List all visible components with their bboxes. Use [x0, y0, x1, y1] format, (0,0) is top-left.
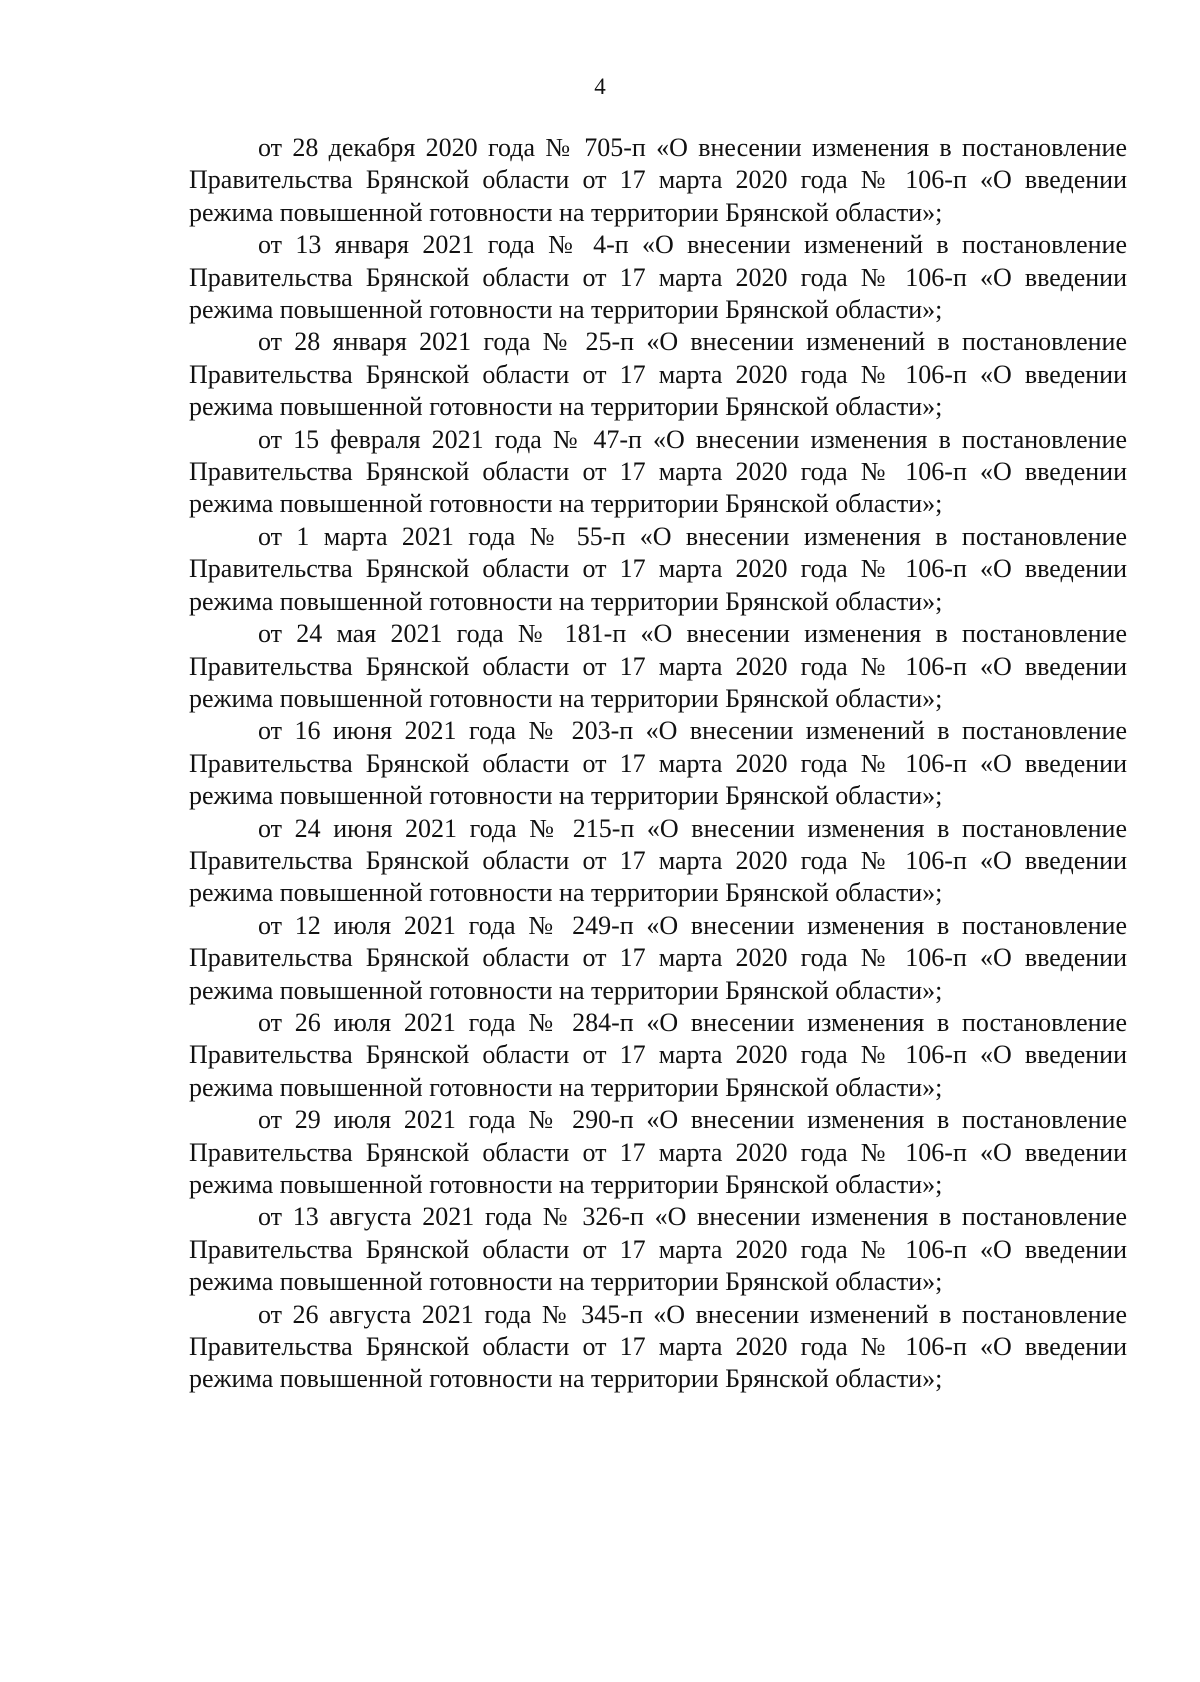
- amendment-item: от 26 августа 2021 года № 345-п «О внесении изменений в постановление Правительства Брянской области от 17 марта 2020 года № 106-п «О введении режима повышенной готовности на территории Брянской области»;: [189, 1299, 1127, 1394]
- amendment-item: от 13 августа 2021 года № 326-п «О внесении изменения в постановление Правительства Брянской области от 17 марта 2020 года № 106-п «О введении режима повышенной готовности на территории Брянской области»;: [189, 1202, 1127, 1297]
- amendment-item: от 24 июня 2021 года № 215-п «О внесении изменения в постановление Правительства Брянской области от 17 марта 2020 года № 106-п «О введении режима повышенной готовности на территории Брянской области»;: [189, 813, 1127, 908]
- amendment-item: от 26 июля 2021 года № 284-п «О внесении изменения в постановление Правительства Брянской области от 17 марта 2020 года № 106-п «О введении режима повышенной готовности на территории Брянской области»;: [189, 1007, 1127, 1102]
- amendment-item: от 15 февраля 2021 года № 47-п «О внесении изменения в постановление Правительства Брянской области от 17 марта 2020 года № 106-п «О введении режима повышенной готовности на территории Брянской области»;: [189, 424, 1127, 519]
- amendment-item: от 13 января 2021 года № 4-п «О внесении изменений в постановление Правительства Брянской области от 17 марта 2020 года № 106-п «О введении режима повышенной готовности на территории Брянской области»;: [189, 230, 1127, 325]
- amendment-item: от 28 декабря 2020 года № 705-п «О внесении изменения в постановление Правительства Брянской области от 17 марта 2020 года № 106-п «О введении режима повышенной готовности на территории Брянской области»;: [189, 133, 1127, 227]
- amendment-item: от 16 июня 2021 года № 203-п «О внесении изменений в постановление Правительства Брянской области от 17 марта 2020 года № 106-п «О введении режима повышенной готовности на территории Брянской области»;: [189, 716, 1127, 811]
- amendment-item: от 1 марта 2021 года № 55-п «О внесении изменения в постановление Правительства Брянской области от 17 марта 2020 года № 106-п «О введении режима повышенной готовности на территории Брянской области»;: [189, 521, 1127, 616]
- document-body: [189, 132, 1127, 1396]
- amendment-item: от 29 июля 2021 года № 290-п «О внесении изменения в постановление Правительства Брянской области от 17 марта 2020 года № 106-п «О введении режима повышенной готовности на территории Брянской области»;: [189, 1105, 1127, 1199]
- amendment-item: от 12 июля 2021 года № 249-п «О внесении изменения в постановление Правительства Брянской области от 17 марта 2020 года № 106-п «О введении режима повышенной готовности на территории Брянской области»;: [189, 910, 1127, 1005]
- amendment-item: от 28 января 2021 года № 25-п «О внесении изменений в постановление Правительства Брянской области от 17 марта 2020 года № 106-п «О введении режима повышенной готовности на территории Брянской области»;: [189, 327, 1127, 422]
- page-number: 4: [594, 74, 606, 99]
- amendment-item: от 24 мая 2021 года № 181-п «О внесении изменения в постановление Правительства Брянской области от 17 марта 2020 года № 106-п «О введении режима повышенной готовности на территории Брянской области»;: [189, 619, 1127, 713]
